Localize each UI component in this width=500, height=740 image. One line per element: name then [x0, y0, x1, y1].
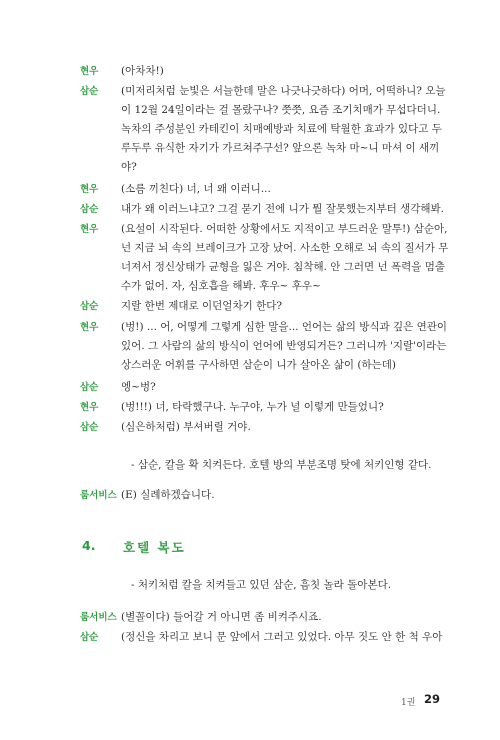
- line-text: 내가 왜 이러느냐고? 그걸 묻기 전에 니가 뭘 잘못했는지부터 생각해봐.: [121, 203, 445, 215]
- line-text: (아차차!): [121, 65, 164, 77]
- line-text: 엥~벙?: [121, 381, 156, 393]
- line-text: 이 12월 24일이라는 걸 몰랐구나? 쯧쯧, 요즘 조기치매가 무섭다더니.: [121, 104, 441, 116]
- line-text: 야?: [121, 161, 137, 173]
- speaker-label: 삼순: [80, 86, 99, 97]
- line-text: - 삼순, 칼을 확 치켜든다. 호텔 방의 부분조명 탓에 처키인형 같다.: [131, 459, 432, 471]
- speaker-label: 룸서비스: [80, 490, 117, 501]
- speaker-label: 삼순: [80, 204, 99, 215]
- line-text: 상스러운 어휘를 구사하면 삼순이 니가 살아온 삶이 (하는데): [121, 359, 396, 371]
- speaker-label: 현우: [80, 322, 99, 333]
- speaker-label: 삼순: [80, 382, 99, 393]
- speaker-label: 현우: [80, 402, 99, 413]
- volume-label: 1권: [401, 698, 416, 708]
- line-text: 너져서 정신상태가 균형을 잃은 거야. 침착해. 안 그러면 넌 폭력을 멈출: [121, 261, 446, 273]
- speaker-label: 현우: [80, 224, 99, 235]
- line-text: (요설이 시작된다. 어떠한 상황에서도 지적이고 부드러운 말투!) 삼순아,: [121, 223, 448, 235]
- line-text: 지랄 한번 제대로 이던얼차기 한다?: [121, 300, 282, 312]
- line-text: 녹차의 주성분인 카테킨이 치매예방과 치료에 탁월한 효과가 있다고 두: [121, 123, 442, 135]
- line-text: (벙!) ... 어, 어떻게 그렇게 심한 말을... 언어는 삶의 방식과 깊은 연관이: [121, 321, 448, 333]
- line-text: 수가 없어. 자, 심호흡을 해봐. 후우~ 후우~: [121, 280, 321, 292]
- speaker-label: 현우: [80, 184, 99, 195]
- line-text: 넌 지금 뇌 속의 브레이크가 고장 났어. 사소한 오해로 뇌 속의 질서가 무: [121, 242, 449, 254]
- speaker-label: 삼순: [80, 422, 99, 433]
- line-text: (정신을 차리고 보니 문 앞에서 그러고 있었다. 아무 짓도 안 한 척 우아: [121, 631, 443, 643]
- scene-number: 4.: [82, 538, 96, 553]
- line-text: (미저리처럼 눈빛은 서늘한데 말은 나긋나긋하다) 어머, 어떡하니? 오늘: [121, 85, 446, 97]
- scene-title: 호텔 복도: [123, 540, 186, 555]
- line-text: (별꼴이다) 들어갈 거 아니면 좀 비켜주시죠.: [121, 611, 322, 623]
- line-text: 루두루 유식한 자기가 가르쳐주구선? 앞으론 녹차 마~니 마셔 이 새끼: [121, 142, 440, 154]
- line-text: - 처키처럼 칼을 치켜들고 있던 삼순, 흠칫 놀라 돌아본다.: [131, 579, 392, 591]
- line-text: 있어. 그 사람의 삶의 방식이 언어에 반영되거든? 그러니까 '지랄'이라는: [121, 340, 447, 352]
- line-text: (E) 실례하겠습니다.: [121, 489, 215, 501]
- page-number: 29: [424, 692, 441, 706]
- line-text: (심은하처럼) 부셔버릴 거야.: [121, 421, 251, 433]
- speaker-label: 현우: [80, 66, 99, 77]
- speaker-label: 룸서비스: [80, 612, 117, 623]
- line-text: (소름 끼친다) 너, 너 왜 이러니...: [121, 183, 271, 195]
- line-text: (벙!!!) 너, 타락했구나. 누구야, 누가 널 이렇게 만들었니?: [121, 401, 384, 413]
- speaker-label: 삼순: [80, 632, 99, 643]
- speaker-label: 삼순: [80, 301, 99, 312]
